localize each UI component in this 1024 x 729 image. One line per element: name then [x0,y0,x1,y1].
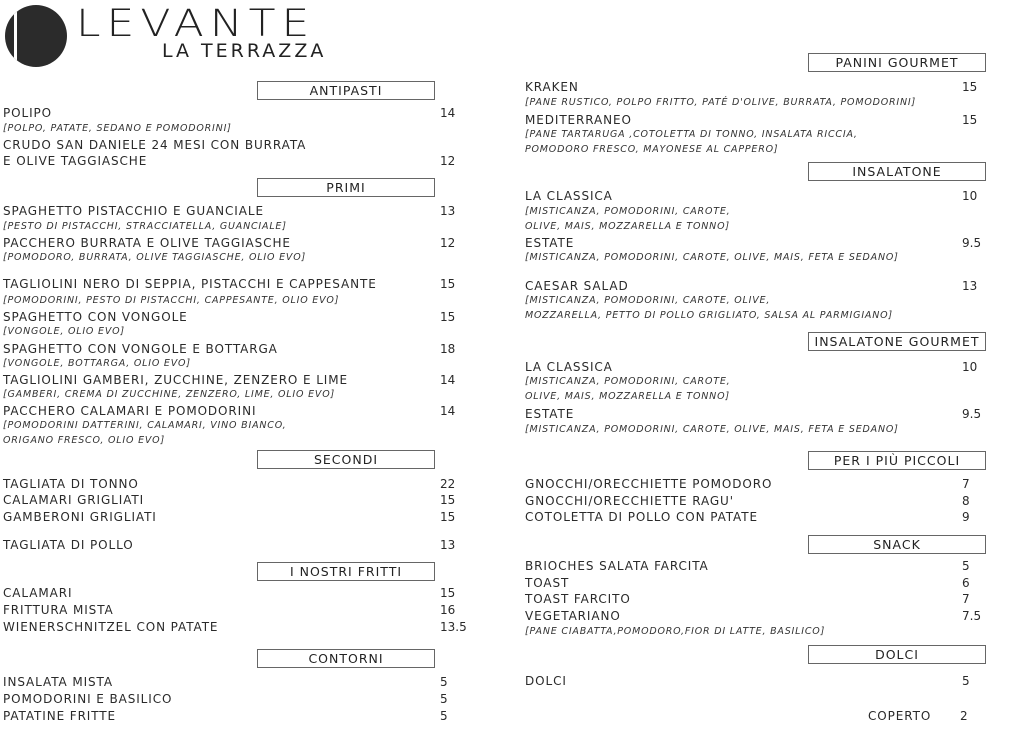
menu-item-price: 13.5 [440,620,467,634]
menu-item-name: GNOCCHI/ORECCHIETTE POMODORO [525,477,773,491]
menu-item-description: [POLPO, PATATE, SEDANO E POMODORINI] [3,123,232,134]
menu-item-name: TOAST [525,576,570,590]
menu-item-name: CALAMARI GRIGLIATI [3,493,145,507]
brand-name: LEVANTE [76,2,316,46]
menu-item-name: BRIOCHES SALATA FARCITA [525,559,709,573]
menu-item-name: TOAST FARCITO [525,592,631,606]
section-header: PANINI GOURMET [808,53,986,72]
menu-item-name: TAGLIOLINI NERO DI SEPPIA, PISTACCHI E CAPPESANTE [3,277,377,291]
menu-item-price: 15 [440,310,456,324]
menu-item-price: 5 [440,709,448,723]
menu-item-description: [VONGOLE, OLIO EVO] [3,326,125,337]
menu-item-price: 5 [962,674,970,688]
menu-item-description: OLIVE, MAIS, MOZZARELLA E TONNO] [525,221,730,232]
menu-item-name: WIENERSCHNITZEL CON PATATE [3,620,219,634]
menu-item-name: POMODORINI E BASILICO [3,692,173,706]
section-header: I NOSTRI FRITTI [257,562,435,581]
section-header: ANTIPASTI [257,81,435,100]
menu-item-price: 8 [962,494,970,508]
section-header: INSALATONE [808,162,986,181]
menu-item-name: SPAGHETTO CON VONGOLE [3,310,188,324]
menu-item-description: [MISTICANZA, POMODORINI, CAROTE, OLIVE, MAIS, FETA E SEDANO] [525,252,899,263]
menu-item-name: GAMBERONI GRIGLIATI [3,510,157,524]
menu-item-name: SPAGHETTO CON VONGOLE E BOTTARGA [3,342,278,356]
section-header: DOLCI [808,645,986,664]
menu-item-price: 5 [440,692,448,706]
menu-item-price: 13 [440,538,456,552]
menu-item-price: 7 [962,477,970,491]
menu-item-price: 14 [440,404,456,418]
section-header: PER I PIÙ PICCOLI [808,451,986,470]
menu-item-price: 14 [440,373,456,387]
menu-item-price: 7 [962,592,970,606]
menu-item-price: 5 [440,675,448,689]
menu-item-description: [POMODORO, BURRATA, OLIVE TAGGIASCHE, OLIO EVO] [3,252,306,263]
section-header: CONTORNI [257,649,435,668]
menu-item-description: [POMODORINI, PESTO DI PISTACCHI, CAPPESANTE, OLIO EVO] [3,295,340,306]
menu-item-price: 9.5 [962,236,982,250]
menu-item-price: 12 [440,154,456,168]
menu-item-description: [MISTICANZA, POMODORINI, CAROTE, OLIVE, [525,295,771,306]
menu-item-name: PATATINE FRITTE [3,709,116,723]
section-header: PRIMI [257,178,435,197]
menu-item-description: MOZZARELLA, PETTO DI POLLO GRIGLIATO, SALSA AL PARMIGIANO] [525,310,893,321]
menu-item-price: 7.5 [962,609,982,623]
menu-item-description: [PANE RUSTICO, POLPO FRITTO, PATÉ D'OLIVE, BURRATA, POMODORINI] [525,97,917,108]
section-header: INSALATONE GOURMET [808,332,986,351]
menu-item-price: 15 [440,586,456,600]
menu-item-name: DOLCI [525,674,567,688]
menu-item-name: INSALATA MISTA [3,675,113,689]
menu-item-name: ESTATE [525,236,575,250]
menu-item-price: 9.5 [962,407,982,421]
menu-item-price: 10 [962,189,978,203]
menu-item-name: KRAKEN [525,80,579,94]
menu-item-description: [GAMBERI, CREMA DI ZUCCHINE, ZENZERO, LIME, OLIO EVO] [3,389,335,400]
menu-item-name: COTOLETTA DI POLLO CON PATATE [525,510,758,524]
menu-item-name: SPAGHETTO PISTACCHIO E GUANCIALE [3,204,264,218]
menu-item-name: E OLIVE TAGGIASCHE [3,154,148,168]
menu-item-price: 16 [440,603,456,617]
menu-item-description: POMODORO FRESCO, MAYONESE AL CAPPERO] [525,144,779,155]
coperto-label: COPERTO [868,709,932,723]
menu-item-name: LA CLASSICA [525,360,613,374]
menu-item-price: 15 [440,493,456,507]
menu-item-name: LA CLASSICA [525,189,613,203]
menu-item-description: ORIGANO FRESCO, OLIO EVO] [3,435,165,446]
menu-item-name: TAGLIATA DI TONNO [3,477,139,491]
menu-item-price: 15 [440,277,456,291]
menu-item-price: 14 [440,106,456,120]
menu-item-description: [POMODORINI DATTERINI, CALAMARI, VINO BIANCO, [3,420,287,431]
menu-item-price: 5 [962,559,970,573]
menu-item-price: 9 [962,510,970,524]
menu-item-name: MEDITERRANEO [525,113,632,127]
menu-item-price: 13 [440,204,456,218]
menu-item-description: OLIVE, MAIS, MOZZARELLA E TONNO] [525,391,730,402]
menu-item-price: 6 [962,576,970,590]
menu-item-name: TAGLIATA DI POLLO [3,538,134,552]
menu-item-price: 10 [962,360,978,374]
menu-item-name: GNOCCHI/ORECCHIETTE RAGU' [525,494,734,508]
menu-item-name: CAESAR SALAD [525,279,629,293]
menu-item-price: 15 [962,113,978,127]
logo-mark [5,5,67,67]
menu-item-name: ESTATE [525,407,575,421]
section-header: SECONDI [257,450,435,469]
menu-item-price: 15 [962,80,978,94]
menu-item-name: CRUDO SAN DANIELE 24 MESI CON BURRATA [3,138,307,152]
menu-item-name: TAGLIOLINI GAMBERI, ZUCCHINE, ZENZERO E LIME [3,373,348,387]
menu-item-description: [MISTICANZA, POMODORINI, CAROTE, [525,206,731,217]
menu-item-name: PACCHERO BURRATA E OLIVE TAGGIASCHE [3,236,291,250]
menu-item-name: PACCHERO CALAMARI E POMODORINI [3,404,257,418]
menu-item-price: 13 [962,279,978,293]
menu-item-name: VEGETARIANO [525,609,621,623]
menu-item-description: [VONGOLE, BOTTARGA, OLIO EVO] [3,358,191,369]
menu-item-description: [MISTICANZA, POMODORINI, CAROTE, [525,376,731,387]
coperto-price: 2 [960,709,968,723]
menu-item-description: [PANE TARTARUGA ,COTOLETTA DI TONNO, INSALATA RICCIA, [525,129,858,140]
section-header: SNACK [808,535,986,554]
menu-item-price: 18 [440,342,456,356]
menu-item-name: CALAMARI [3,586,73,600]
menu-item-description: [PESTO DI PISTACCHI, STRACCIATELLA, GUANCIALE] [3,221,287,232]
menu-item-price: 15 [440,510,456,524]
brand-subtitle: LA TERRAZZA [162,40,327,62]
menu-item-name: FRITTURA MISTA [3,603,114,617]
menu-item-price: 12 [440,236,456,250]
menu-item-price: 22 [440,477,456,491]
menu-item-description: [MISTICANZA, POMODORINI, CAROTE, OLIVE, MAIS, FETA E SEDANO] [525,424,899,435]
menu-item-description: [PANE CIABATTA,POMODORO,FIOR DI LATTE, BASILICO] [525,626,826,637]
menu-item-name: POLIPO [3,106,52,120]
